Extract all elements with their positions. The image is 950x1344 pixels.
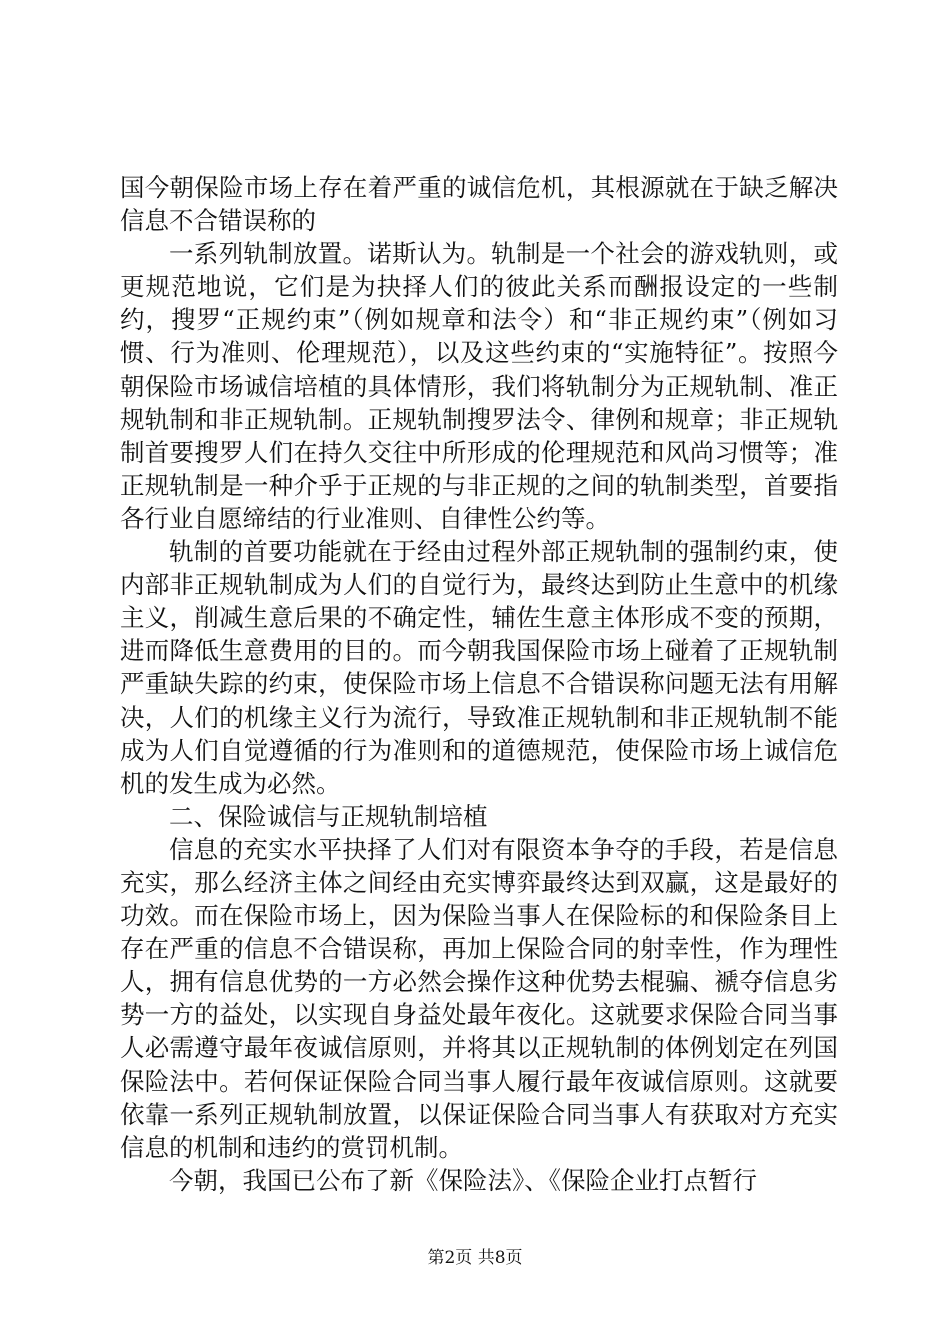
paragraph-3: 轨制的首要功能就在于经由过程外部正规轨制的强制约束，使内部非正规轨制成为人们的自觉行为，最终达到防止生意中的机缘主义，削减生意后果的不确定性，辅佐生意主体形成不变的预期，进而降低生意费用的目的。而今朝我国保险市场上碰着了正规轨制严重缺失踪的约束，使保险市场上信息不合错误称问题无法有用解决，人们的机缘主义行为流行，导致准正规轨制和非正规轨制不能成为人们自觉遵循的行为准则和的道德规范，使保险市场上诚信危机的发生成为必然。: [120, 537, 838, 798]
page-footer: 第2页 共8页: [427, 1248, 523, 1268]
paragraph-1: 国今朝保险市场上存在着严重的诚信危机，其根源就在于缺乏解决信息不合错误称的: [120, 173, 838, 236]
paragraph-4: 信息的充实水平抉择了人们对有限资本争夺的手段，若是信息充实，那么经济主体之间经由充实博弈最终达到双赢，这是最好的功效。而在保险市场上，因为保险当事人在保险标的和保险条目上存在严重的信息不合错误称，再加上保险合同的射幸性，作为理性人，拥有信息优势的一方必然会操作这种优势去棍骗、褫夺信息劣势一方的益处，以实现自身益处最年夜化。这就要求保险合同当事人必需遵守最年夜诚信原则，并将其以正规轨制的体例划定在列国保险法中。若何保证保险合同当事人履行最年夜诚信原则。这就要依靠一系列正规轨制放置，以保证保险合同当事人有获取对方充实信息的机制和违约的赏罚机制。: [120, 834, 838, 1162]
paragraph-5: 今朝，我国已公布了新《保险法》、《保险企业打点暂行: [169, 1165, 757, 1195]
paragraph-2: 一系列轨制放置。诺斯认为。轨制是一个社会的游戏轨则，或更规范地说，它们是为抉择人们的彼此关系而酬报设定的一些制约，搜罗“正规约束”（例如规章和法令）和“非正规约束”（例如习惯、行为准则、伦理规范），以及这些约束的“实施特征”。按照今朝保险市场诚信培植的具体情形，我们将轨制分为正规轨制、准正规轨制和非正规轨制。正规轨制搜罗法令、律例和规章；非正规轨制首要搜罗人们在持久交往中所形成的伦理规范和风尚习惯等；准正规轨制是一种介乎于正规的与非正规的之间的轨制类型，首要指各行业自愿缔结的行业准则、自律性公约等。: [120, 239, 838, 533]
section-heading: 二、保险诚信与正规轨制培植: [169, 801, 488, 831]
document-body: [120, 171, 838, 1197]
